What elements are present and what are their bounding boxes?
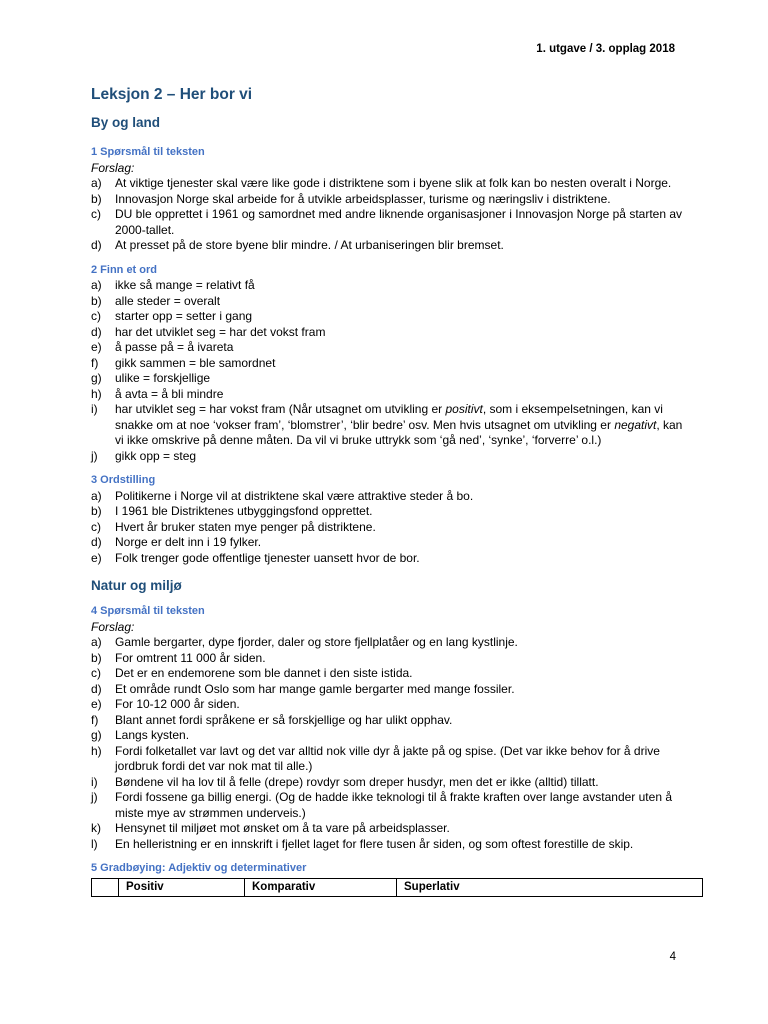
item-text: Folk trenger gode offentlige tjenester uansett hvor de bor. <box>115 550 420 565</box>
item-text: gikk opp = steg <box>115 448 197 463</box>
list-item <box>91 402 691 449</box>
list-item <box>91 535 691 551</box>
exercise-1-list <box>91 176 691 254</box>
list-item <box>91 238 691 254</box>
list-item <box>91 489 691 505</box>
item-text: ikke så mange = relativt få <box>115 278 255 292</box>
item-text-emphasis: negativt <box>614 417 657 432</box>
list-item <box>91 837 691 853</box>
list-item <box>91 697 691 713</box>
list-item <box>91 371 691 387</box>
item-letter: a) <box>91 278 102 292</box>
item-text: En helleristning er en innskrift i fjellet laget for flere tusen år siden, og som oftest forestille de skip. <box>115 836 634 851</box>
item-letter: a) <box>91 176 102 190</box>
item-text: alle steder = overalt <box>115 293 221 308</box>
item-letter: h) <box>91 743 102 758</box>
item-text: Langs kysten. <box>115 728 190 742</box>
item-text-emphasis: positivt <box>445 402 483 416</box>
list-item <box>91 520 691 536</box>
list-item <box>91 744 691 775</box>
item-text: Bøndene vil ha lov til å felle (drepe) rovdyr som dreper husdyr, men det er ikke (alltid) tillatt. <box>115 774 599 789</box>
item-letter: c) <box>91 309 101 323</box>
list-item <box>91 551 691 567</box>
item-letter: a) <box>91 488 102 503</box>
item-letter: k) <box>91 821 101 835</box>
item-letter: h) <box>91 386 102 401</box>
item-letter: j) <box>91 790 98 804</box>
exercise-4 <box>91 604 691 852</box>
item-letter: d) <box>91 238 102 252</box>
table-header-row <box>92 878 703 896</box>
exercise-1-note: Forslag: <box>91 160 135 175</box>
item-text-part: har utviklet seg = har vokst fram (Når utsagnet om utvikling er <box>115 402 446 416</box>
item-text: å passe på = å ivareta <box>115 340 234 354</box>
item-letter: e) <box>91 697 102 711</box>
lesson-title: Leksjon 2 – Her bor vi <box>91 86 253 103</box>
item-text: Gamle bergarter, dype fjorder, daler og store fjellplatåer og en lang kystlinje. <box>115 635 518 649</box>
list-item <box>91 504 691 520</box>
list-item <box>91 449 691 465</box>
item-text: Politikerne i Norge vil at distriktene skal være attraktive steder å bo. <box>115 488 474 503</box>
exercise-3-heading: 3 Ordstilling <box>91 474 156 486</box>
item-letter: c) <box>91 207 101 221</box>
item-letter: j) <box>91 448 98 463</box>
exercise-4-list <box>91 635 691 852</box>
item-letter: c) <box>91 519 101 534</box>
item-letter: d) <box>91 535 102 549</box>
item-text: å avta = å bli mindre <box>115 386 224 401</box>
item-text: Innovasjon Norge skal arbeide for å utvikle arbeidsplasser, turisme og næringsliv i distriktene. <box>115 191 611 206</box>
page-content <box>91 86 691 906</box>
item-text: Hvert år bruker staten mye penger på distriktene. <box>115 519 376 534</box>
list-item <box>91 356 691 372</box>
list-item <box>91 309 691 325</box>
list-item <box>91 790 691 821</box>
edition-label: 1. utgave / 3. opplag 2018 <box>536 43 675 55</box>
list-item <box>91 192 691 208</box>
item-text: Hensynet til miljøet mot ønsket om å ta vare på arbeidsplasser. <box>115 821 450 835</box>
item-letter: f) <box>91 712 99 727</box>
table-header-cell <box>92 878 119 896</box>
item-text: Det er en endemorene som ble dannet i den siste istida. <box>115 666 413 680</box>
list-item <box>91 728 691 744</box>
item-text: For 10-12 000 år siden. <box>115 697 240 711</box>
gradboying-table <box>91 878 703 897</box>
item-text: Fordi folketallet var lavt og det var alltid nok ville dyr å jakte på og spise. (Det var ikke behov for å drive jordbruk fordi det var nok mat til alle.) <box>115 743 660 773</box>
list-item <box>91 387 691 403</box>
item-letter: i) <box>91 774 98 789</box>
item-text: DU ble opprettet i 1961 og samordnet med andre liknende organisasjoner i Innovasjon Norge på starten av 2000-tallet. <box>115 207 683 237</box>
item-text: starter opp = setter i gang <box>115 309 253 323</box>
list-item <box>91 713 691 729</box>
table-header-positiv: Positiv <box>119 878 245 896</box>
exercise-1 <box>91 145 691 254</box>
item-letter: b) <box>91 504 102 518</box>
item-text: har det utviklet seg = har det vokst fram <box>115 324 326 339</box>
item-text: ulike = forskjellige <box>115 371 211 385</box>
item-text: Et område rundt Oslo som har mange gamle bergarter med mange fossiler. <box>115 681 515 696</box>
exercise-2-list <box>91 278 691 464</box>
item-letter: g) <box>91 728 102 742</box>
item-text: Blant annet fordi språkene er så forskjellige og har ulikt opphav. <box>115 712 453 727</box>
item-text: Fordi fossene ga billig energi. (Og de hadde ikke teknologi til å frakte kraften over lange avstander uten å miste mye av strømmen underveis.) <box>115 790 672 820</box>
list-item <box>91 666 691 682</box>
list-item <box>91 682 691 698</box>
list-item <box>91 176 691 192</box>
list-item <box>91 294 691 310</box>
exercise-3-list <box>91 489 691 567</box>
list-item <box>91 340 691 356</box>
item-text-part: , som i eksempelsetningen, kan vi snakke om at noe ‘vokser fram’, ‘blomstrer’, ‘blir bedre’ osv. Men hvis utsagnet om utvikling er <box>115 402 663 432</box>
exercise-5 <box>91 861 691 897</box>
section-heading-by-og-land: By og land <box>91 115 161 130</box>
item-letter: g) <box>91 371 102 385</box>
item-letter: b) <box>91 191 102 206</box>
exercise-5-heading: 5 Gradbøying: Adjektiv og determinativer <box>91 862 307 874</box>
exercise-2 <box>91 263 691 465</box>
item-letter: d) <box>91 681 102 696</box>
item-text: gikk sammen = ble samordnet <box>115 355 276 370</box>
section-heading-natur-og-miljo: Natur og miljø <box>91 578 182 593</box>
exercise-4-heading: 4 Spørsmål til teksten <box>91 605 205 617</box>
item-letter: e) <box>91 550 102 565</box>
item-text: At presset på de store byene blir mindre. / At urbaniseringen blir bremset. <box>115 238 504 252</box>
exercise-3 <box>91 473 691 566</box>
item-letter: a) <box>91 635 102 649</box>
exercise-1-heading: 1 Spørsmål til teksten <box>91 146 205 158</box>
item-letter: f) <box>91 355 99 370</box>
list-item <box>91 635 691 651</box>
item-text: For omtrent 11 000 år siden. <box>115 650 266 665</box>
item-text: Norge er delt inn i 19 fylker. <box>115 535 262 549</box>
item-text-part: , kan vi ikke omskrive på denne måten. Da vil vi bruke uttrykk som ‘gå ned’, ‘synke’, ‘forverre’ o.l.) <box>115 417 683 447</box>
table-header-komparativ: Komparativ <box>245 878 397 896</box>
list-item <box>91 775 691 791</box>
list-item <box>91 651 691 667</box>
exercise-2-heading: 2 Finn et ord <box>91 263 157 276</box>
item-letter: b) <box>91 650 102 665</box>
list-item <box>91 325 691 341</box>
list-item <box>91 278 691 294</box>
item-text: I 1961 ble Distriktenes utbyggingsfond opprettet. <box>115 504 373 518</box>
item-text: At viktige tjenester skal være like gode i distriktene som i byene slik at folk kan bo nesten overalt i Norge. <box>115 176 672 190</box>
item-letter: e) <box>91 340 102 354</box>
list-item <box>91 207 691 238</box>
item-letter: d) <box>91 324 102 339</box>
page-number: 4 <box>669 951 676 963</box>
exercise-4-note: Forslag: <box>91 619 135 634</box>
item-letter: b) <box>91 293 102 308</box>
item-letter: i) <box>91 402 98 416</box>
table-header-superlativ: Superlativ <box>397 878 703 896</box>
item-letter: l) <box>91 836 98 851</box>
item-letter: c) <box>91 666 101 680</box>
list-item <box>91 821 691 837</box>
